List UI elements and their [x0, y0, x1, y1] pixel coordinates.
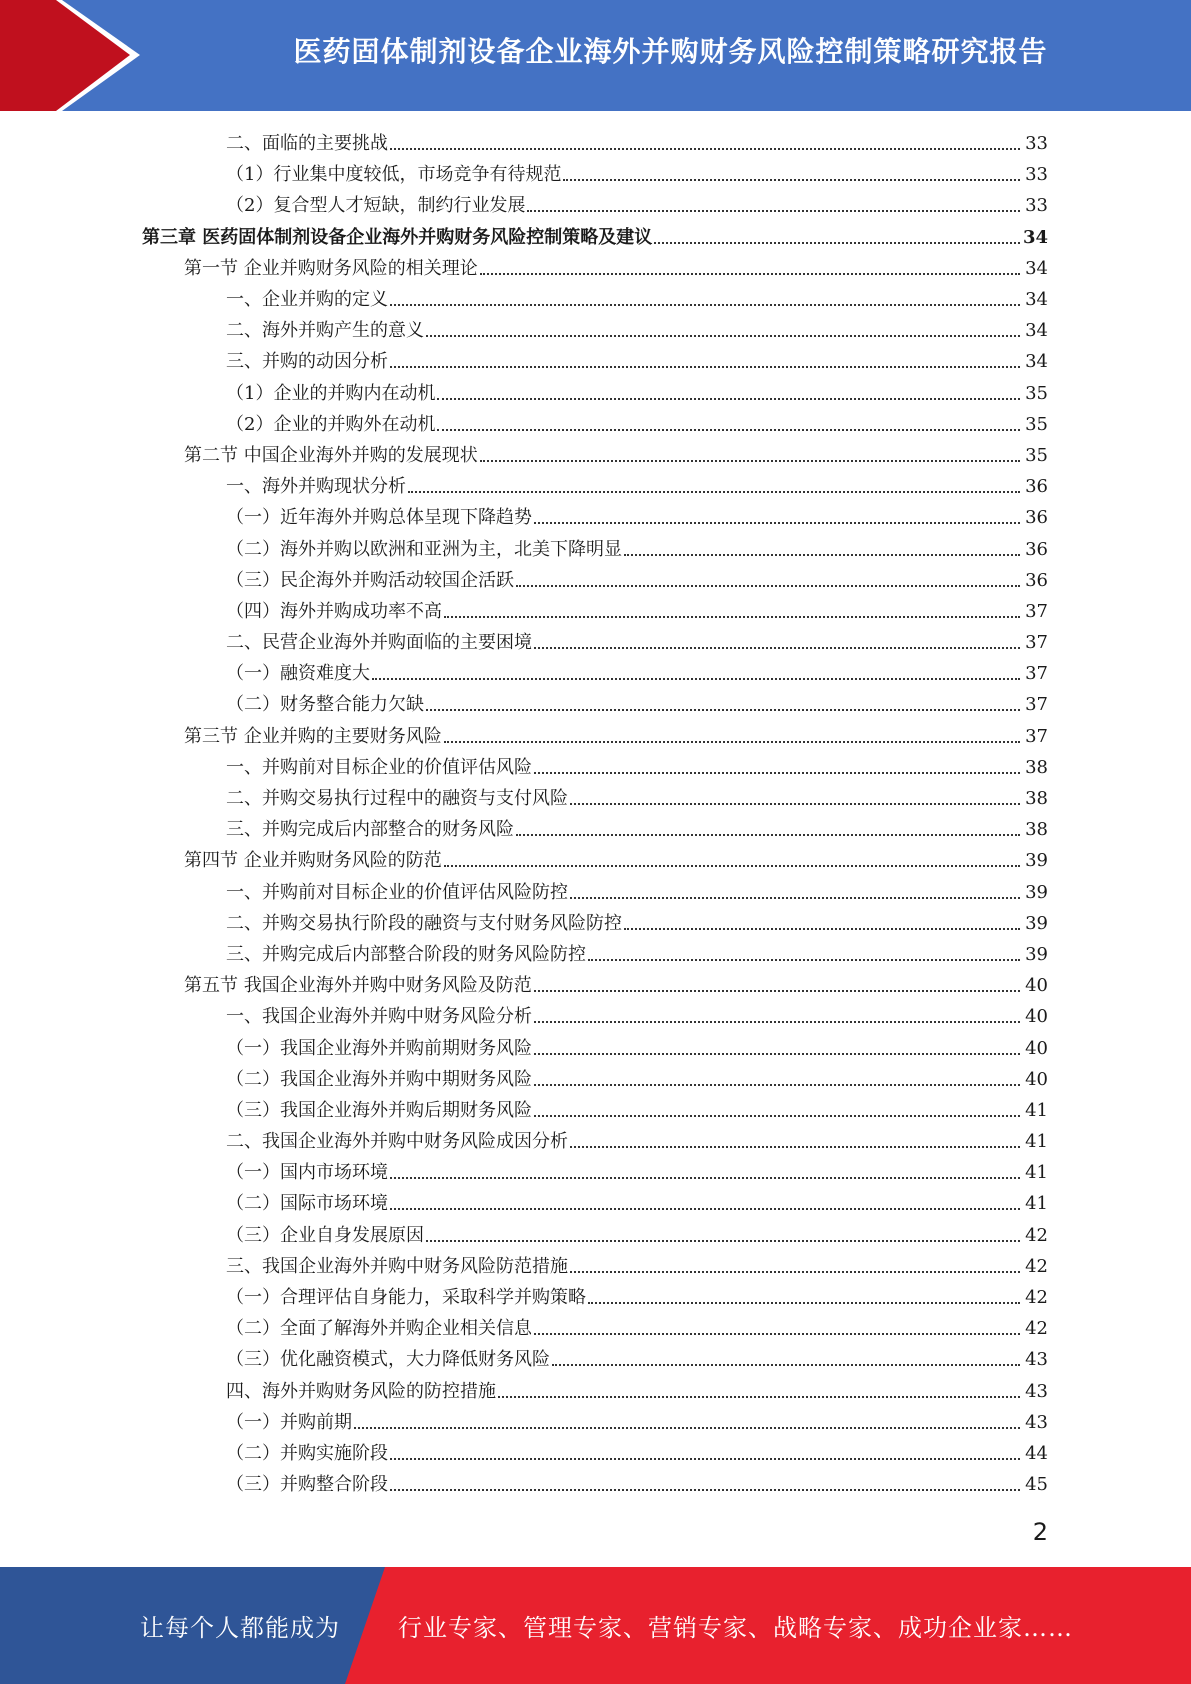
toc-dot-leader [534, 1114, 1020, 1117]
toc-entry[interactable] [0, 378, 1191, 409]
toc-entry[interactable] [0, 627, 1191, 658]
toc-entry-page: 34 [1025, 351, 1048, 373]
toc-entry-page: 43 [1025, 1380, 1048, 1402]
toc-dot-leader [563, 178, 1020, 181]
toc-entry-title: （二）财务整合能力欠缺 [226, 694, 424, 716]
toc-entry-page: 40 [1025, 1068, 1048, 1090]
toc-dot-leader [624, 553, 1020, 556]
toc-dot-leader [534, 646, 1020, 649]
toc-entry-title: 一、我国企业海外并购中财务风险分析 [226, 1006, 532, 1028]
toc-entry[interactable] [0, 1438, 1191, 1469]
toc-entry-title: 一、并购前对目标企业的价值评估风险 [226, 756, 532, 778]
toc-entry-page: 33 [1025, 195, 1048, 217]
toc-entry[interactable] [0, 159, 1191, 190]
toc-entry-title: （三）优化融资模式，大力降低财务风险 [226, 1349, 550, 1371]
toc-dot-leader [654, 241, 1020, 244]
toc-entry-page: 37 [1025, 663, 1048, 685]
toc-entry-title: 三、并购完成后内部整合阶段的财务风险防控 [226, 943, 586, 965]
toc-entry-page: 40 [1025, 975, 1048, 997]
toc-dot-leader [390, 1488, 1020, 1491]
toc-entry-title: （一）融资难度大 [226, 663, 370, 685]
toc-entry-title: 三、我国企业海外并购中财务风险防范措施 [226, 1255, 568, 1277]
toc-entry[interactable] [0, 658, 1191, 689]
toc-entry-page: 37 [1025, 694, 1048, 716]
toc-entry-title: （二）并购实施阶段 [226, 1442, 388, 1464]
toc-entry-title: 二、海外并购产生的意义 [226, 320, 424, 342]
toc-entry-page: 42 [1025, 1287, 1048, 1309]
toc-entry-title: （2）企业的并购外在动机 [226, 413, 436, 435]
toc-dot-leader [588, 958, 1020, 961]
toc-entry[interactable] [0, 1251, 1191, 1282]
toc-entry[interactable] [0, 190, 1191, 221]
toc-entry-title: （2）复合型人才短缺，制约行业发展 [226, 195, 526, 217]
toc-entry[interactable] [0, 1001, 1191, 1032]
toc-entry-page: 41 [1025, 1162, 1048, 1184]
toc-dot-leader [390, 365, 1020, 368]
toc-entry-title: 第二节 中国企业海外并购的发展现状 [184, 444, 478, 466]
table-of-contents [0, 128, 1191, 1500]
toc-entry-page: 42 [1025, 1255, 1048, 1277]
toc-entry[interactable] [0, 939, 1191, 970]
toc-entry-page: 42 [1025, 1224, 1048, 1246]
toc-dot-leader [516, 833, 1020, 836]
toc-entry-title: 三、并购的动因分析 [226, 351, 388, 373]
footer-slogan-left: 让每个人都能成为 [140, 1614, 340, 1642]
toc-entry-page: 36 [1025, 538, 1048, 560]
toc-dot-leader [354, 1426, 1020, 1429]
toc-entry[interactable] [0, 1220, 1191, 1251]
toc-entry-title: （三）并购整合阶段 [226, 1474, 388, 1496]
toc-entry-title: （一）我国企业海外并购前期财务风险 [226, 1037, 532, 1059]
toc-entry[interactable] [0, 1313, 1191, 1344]
toc-entry[interactable] [0, 908, 1191, 939]
toc-dot-leader [444, 740, 1020, 743]
toc-dot-leader [552, 1363, 1020, 1366]
toc-entry-title: 第三章 医药固体制剂设备企业海外并购财务风险控制策略及建议 [142, 226, 653, 248]
toc-entry[interactable] [0, 845, 1191, 876]
toc-entry-page: 33 [1025, 164, 1048, 186]
toc-entry-page: 39 [1025, 943, 1048, 965]
toc-dot-leader [534, 1052, 1020, 1055]
toc-entry[interactable] [0, 1157, 1191, 1188]
toc-entry[interactable] [0, 253, 1191, 284]
toc-entry-page: 37 [1025, 725, 1048, 747]
toc-entry-title: 一、企业并购的定义 [226, 289, 388, 311]
toc-entry-title: （一）国内市场环境 [226, 1162, 388, 1184]
toc-entry-page: 33 [1025, 133, 1048, 155]
toc-entry-page: 41 [1025, 1099, 1048, 1121]
toc-entry-page: 36 [1025, 476, 1048, 498]
toc-entry-page: 39 [1025, 850, 1048, 872]
toc-entry-title: 二、并购交易执行过程中的融资与支付风险 [226, 788, 568, 810]
toc-entry-title: 一、海外并购现状分析 [226, 476, 406, 498]
toc-entry-page: 42 [1025, 1318, 1048, 1340]
toc-entry-page: 37 [1025, 632, 1048, 654]
toc-entry-title: 第四节 企业并购财务风险的防范 [184, 850, 442, 872]
toc-dot-leader [527, 209, 1020, 212]
toc-entry-title: （三）我国企业海外并购后期财务风险 [226, 1099, 532, 1121]
toc-entry-page: 45 [1025, 1474, 1048, 1496]
toc-dot-leader [390, 303, 1020, 306]
toc-entry-page: 38 [1025, 819, 1048, 841]
toc-entry-title: （二）海外并购以欧洲和亚洲为主，北美下降明显 [226, 538, 622, 560]
toc-entry[interactable] [0, 315, 1191, 346]
toc-entry-title: 四、海外并购财务风险的防控措施 [226, 1380, 496, 1402]
toc-entry-title: 第三节 企业并购的主要财务风险 [184, 725, 442, 747]
toc-entry-page: 34 [1025, 320, 1048, 342]
toc-dot-leader [390, 147, 1020, 150]
toc-dot-leader [390, 1207, 1020, 1210]
toc-entry[interactable] [0, 1407, 1191, 1438]
toc-entry-title: 三、并购完成后内部整合的财务风险 [226, 819, 514, 841]
toc-dot-leader [444, 864, 1020, 867]
toc-entry-page: 40 [1025, 1006, 1048, 1028]
toc-entry-title: 第五节 我国企业海外并购中财务风险及防范 [184, 975, 532, 997]
toc-entry[interactable] [0, 783, 1191, 814]
toc-dot-leader [426, 334, 1020, 337]
toc-dot-leader [390, 1176, 1020, 1179]
toc-entry-title: （二）国际市场环境 [226, 1193, 388, 1215]
toc-entry-page: 34 [1025, 289, 1048, 311]
toc-dot-leader [534, 1020, 1020, 1023]
toc-entry-title: 二、我国企业海外并购中财务风险成因分析 [226, 1131, 568, 1153]
toc-entry[interactable] [0, 284, 1191, 315]
toc-entry-page: 36 [1025, 569, 1048, 591]
toc-dot-leader [534, 1332, 1020, 1335]
toc-dot-leader [437, 428, 1020, 431]
toc-entry-page: 41 [1025, 1193, 1048, 1215]
toc-dot-leader [437, 397, 1020, 400]
toc-entry[interactable] [0, 502, 1191, 533]
toc-entry[interactable] [0, 877, 1191, 908]
toc-entry-title: （一）近年海外并购总体呈现下降趋势 [226, 507, 532, 529]
toc-dot-leader [390, 1457, 1020, 1460]
toc-entry-title: （三）企业自身发展原因 [226, 1224, 424, 1246]
toc-dot-leader [570, 1145, 1020, 1148]
toc-entry-title: （一）合理评估自身能力，采取科学并购策略 [226, 1287, 586, 1309]
toc-entry[interactable] [0, 689, 1191, 720]
toc-entry[interactable] [0, 440, 1191, 471]
toc-entry[interactable] [0, 1282, 1191, 1313]
toc-entry-title: 第一节 企业并购财务风险的相关理论 [184, 257, 478, 279]
toc-entry[interactable] [0, 1064, 1191, 1095]
toc-entry-page: 36 [1025, 507, 1048, 529]
toc-entry-title: 二、面临的主要挑战 [226, 133, 388, 155]
toc-dot-leader [534, 521, 1020, 524]
toc-entry[interactable] [0, 471, 1191, 502]
toc-entry-page: 35 [1025, 382, 1048, 404]
toc-entry-page: 40 [1025, 1037, 1048, 1059]
toc-entry-page: 37 [1025, 600, 1048, 622]
toc-entry-page: 38 [1025, 756, 1048, 778]
toc-entry-page: 38 [1025, 788, 1048, 810]
toc-dot-leader [534, 989, 1020, 992]
toc-entry[interactable] [0, 346, 1191, 377]
toc-entry[interactable] [0, 533, 1191, 564]
toc-dot-leader [480, 459, 1020, 462]
report-title: 医药固体制剂设备企业海外并购财务风险控制策略研究报告 [293, 35, 1048, 68]
toc-dot-leader [426, 708, 1020, 711]
toc-dot-leader [624, 927, 1020, 930]
toc-entry[interactable] [0, 752, 1191, 783]
toc-entry[interactable] [0, 814, 1191, 845]
toc-entry[interactable] [0, 721, 1191, 752]
toc-dot-leader [426, 1239, 1020, 1242]
toc-entry[interactable] [0, 1376, 1191, 1407]
toc-entry-page: 39 [1025, 881, 1048, 903]
toc-dot-leader [498, 1395, 1020, 1398]
toc-entry-page: 43 [1025, 1411, 1048, 1433]
toc-entry[interactable] [0, 128, 1191, 159]
toc-entry[interactable] [0, 1126, 1191, 1157]
toc-entry[interactable] [0, 565, 1191, 596]
toc-entry-page: 34 [1022, 226, 1048, 248]
toc-entry[interactable] [0, 970, 1191, 1001]
toc-entry-title: 二、民营企业海外并购面临的主要困境 [226, 632, 532, 654]
report-header-band [0, 0, 1191, 111]
toc-entry[interactable] [0, 596, 1191, 627]
toc-entry[interactable] [0, 1188, 1191, 1219]
footer-slogan-right: 行业专家、管理专家、营销专家、战略专家、成功企业家…… [398, 1614, 1073, 1642]
toc-entry[interactable] [0, 1095, 1191, 1126]
toc-entry[interactable] [0, 1344, 1191, 1375]
toc-entry-title: 一、并购前对目标企业的价值评估风险防控 [226, 881, 568, 903]
toc-entry-page: 44 [1025, 1442, 1048, 1464]
toc-dot-leader [444, 615, 1020, 618]
toc-entry-page: 35 [1025, 444, 1048, 466]
toc-entry-title: （1）行业集中度较低，市场竞争有待规范 [226, 164, 562, 186]
toc-dot-leader [534, 1083, 1020, 1086]
toc-dot-leader [534, 771, 1020, 774]
toc-dot-leader [408, 490, 1020, 493]
toc-dot-leader [570, 802, 1020, 805]
toc-entry-title: （二）全面了解海外并购企业相关信息 [226, 1318, 532, 1340]
toc-entry-title: （三）民企海外并购活动较国企活跃 [226, 569, 514, 591]
toc-dot-leader [480, 272, 1020, 275]
toc-entry-page: 35 [1025, 413, 1048, 435]
toc-entry[interactable] [0, 409, 1191, 440]
toc-entry-page: 39 [1025, 912, 1048, 934]
toc-entry-title: 二、并购交易执行阶段的融资与支付财务风险防控 [226, 912, 622, 934]
toc-entry[interactable] [0, 1032, 1191, 1063]
footer-slogan-band [0, 1567, 1191, 1684]
toc-entry-title: （一）并购前期 [226, 1411, 352, 1433]
toc-entry-page: 43 [1025, 1349, 1048, 1371]
toc-entry[interactable] [0, 222, 1191, 253]
red-chevron-shape [0, 0, 160, 111]
toc-entry[interactable] [0, 1469, 1191, 1500]
toc-entry-title: （二）我国企业海外并购中期财务风险 [226, 1068, 532, 1090]
page-number: 2 [1032, 1518, 1048, 1546]
toc-dot-leader [372, 677, 1020, 680]
toc-entry-page: 41 [1025, 1131, 1048, 1153]
toc-dot-leader [570, 1270, 1020, 1273]
toc-dot-leader [570, 896, 1020, 899]
toc-entry-title: （四）海外并购成功率不高 [226, 600, 442, 622]
toc-entry-title: （1）企业的并购内在动机 [226, 382, 436, 404]
toc-dot-leader [588, 1301, 1020, 1304]
toc-dot-leader [516, 584, 1020, 587]
toc-entry-page: 34 [1025, 257, 1048, 279]
